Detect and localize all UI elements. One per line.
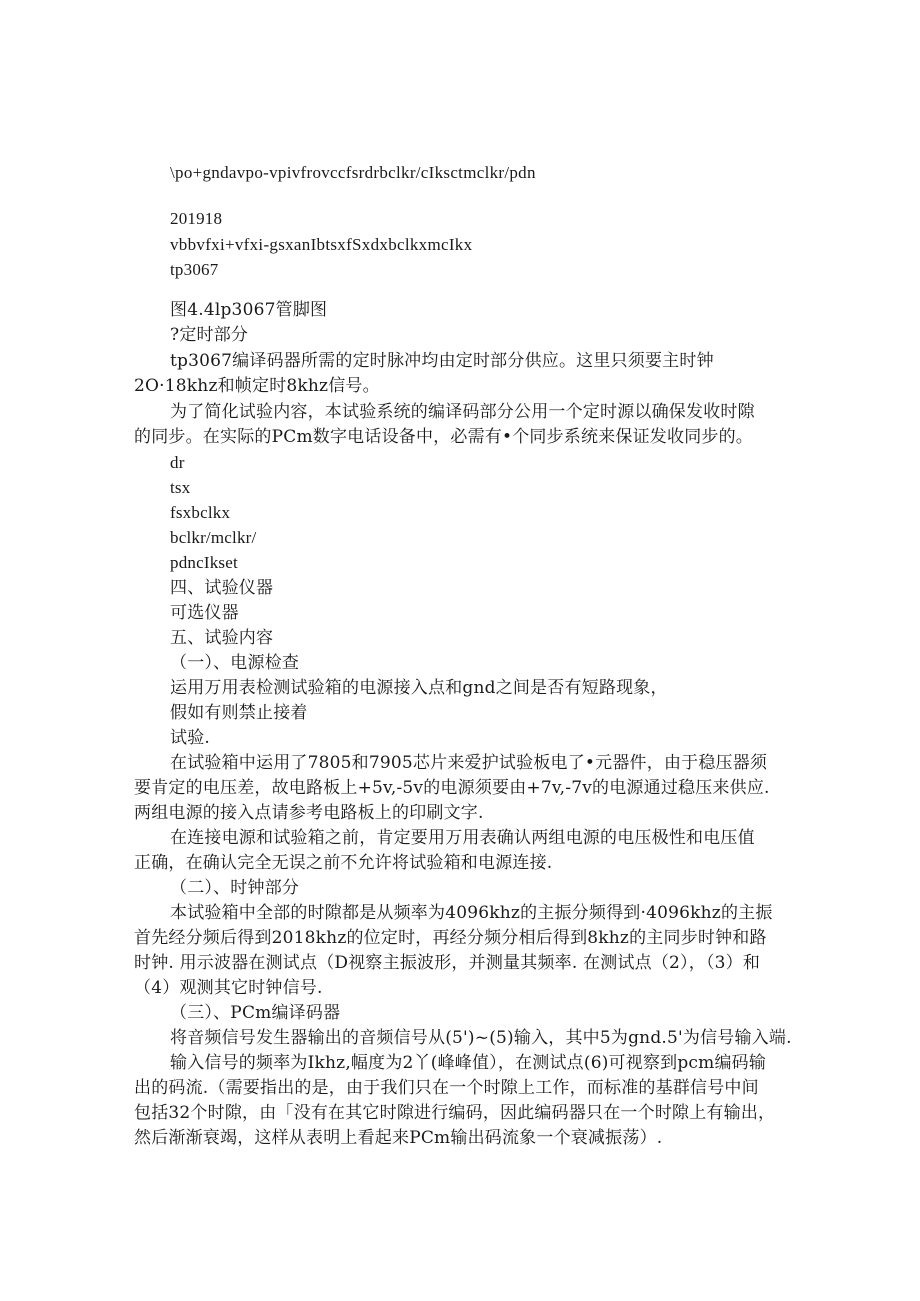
paragraph-line: 的同步。在实际的PCm数字电话设备中，必需有•个同步系统来保证发收同步的。 [134, 427, 753, 447]
instruments-text: 可选仪器 [170, 603, 239, 623]
section-heading-content: 五、试验内容 [170, 628, 274, 648]
paragraph-line: 将音频信号发生器输出的音频信号从(5')~(5)输入，其中5为gnd.5'为信号输入端. [170, 1028, 792, 1048]
paragraph-line: 两组电源的接入点请参考电路板上的印刷文字. [134, 803, 484, 823]
section-heading-instruments: 四、试验仪器 [170, 578, 274, 598]
paragraph-line: 首先经分频后得到2018khz的位定时，再经分频分相后得到8khz的主同步时钟和路 [134, 928, 767, 948]
pin-number-line: 201918 [170, 209, 223, 228]
paragraph-line: 在连接电源和试验箱之前，肯定要用万用表确认两组电源的电压极性和电压值 [170, 828, 755, 848]
paragraph-line: 要肯定的电压差，故电路板上+5v,-5v的电源须要由+7v,-7v的电源通过稳压来供应. [134, 778, 770, 798]
paragraph-line: 出的码流.（需要指出的是，由于我们只在一个时隙上工作，而标准的基群信号中间 [134, 1078, 759, 1098]
chip-name: tp3067 [170, 260, 219, 279]
paragraph-line: 然后渐渐衰竭，这样从表明上看起来PCm输出码流象一个衰减振荡）. [134, 1128, 663, 1148]
paragraph-line: 本试验箱中全部的时隙都是从频率为4096khz的主振分频得到·4096khz的主振 [170, 903, 773, 923]
paragraph-line: 试验. [170, 728, 211, 748]
subsection-heading-power: （一）、电源检查 [170, 653, 300, 673]
paragraph-line: 假如有则禁止接着 [170, 703, 308, 723]
subsection-heading-clock: （二）、时钟部分 [170, 878, 300, 898]
paragraph-line: 在试验箱中运用了7805和7905芯片来爱护试验板电了•元器件，由于稳压器须 [170, 753, 768, 773]
signal-label: bclkr/mclkr/ [170, 528, 257, 547]
paragraph-line: 运用万用表检测试验箱的电源接入点和gnd之间是否有短路现象， [170, 678, 668, 698]
paragraph-line: 输入信号的频率为Ikhz,幅度为2丫(峰峰值），在测试点(6)可视察到pcm编码输 [170, 1053, 767, 1073]
signal-label: tsx [170, 478, 191, 497]
figure-caption: 图4.4lp3067管脚图 [170, 300, 328, 320]
paragraph-line: 为了简化试验内容，本试验系统的编译码部分公用一个定时源以确保发收时隙 [170, 402, 755, 422]
section-heading-timing: ?定时部分 [170, 325, 249, 345]
paragraph-line: 时钟. 用示波器在测试点（D视察主振波形，并测量其频率. 在测试点（2），（3）和 [134, 953, 761, 973]
paragraph-line: （4）观测其它时钟信号. [134, 978, 323, 998]
signal-label: fsxbclkx [170, 503, 231, 522]
paragraph-line: tp3067编译码器所需的定时脉冲均由定时部分供应。这里只须要主时钟 [170, 351, 714, 371]
signal-label: pdncIkset [170, 553, 238, 572]
paragraph-line: 2O·18khz和帧定时8khz信号。 [134, 376, 380, 396]
paragraph-line: 包括32个时隙，由「没有在其它时隙进行编码，因此编码器只在一个时隙上有输出， [134, 1103, 776, 1123]
pin-label-line-2: vbbvfxi+vfxi-gsxanIbtsxfSxdxbclkxmcIkx [170, 235, 473, 254]
pin-label-line: \po+gndavpo-vpivfrovccfsrdrbclkr/cIksctmclkr/pdn [170, 163, 536, 182]
paragraph-line: 正确，在确认完全无误之前不允许将试验箱和电源连接. [134, 853, 553, 873]
signal-label: dr [170, 453, 185, 472]
subsection-heading-pcm: （三）、PCm编译码器 [170, 1003, 341, 1023]
